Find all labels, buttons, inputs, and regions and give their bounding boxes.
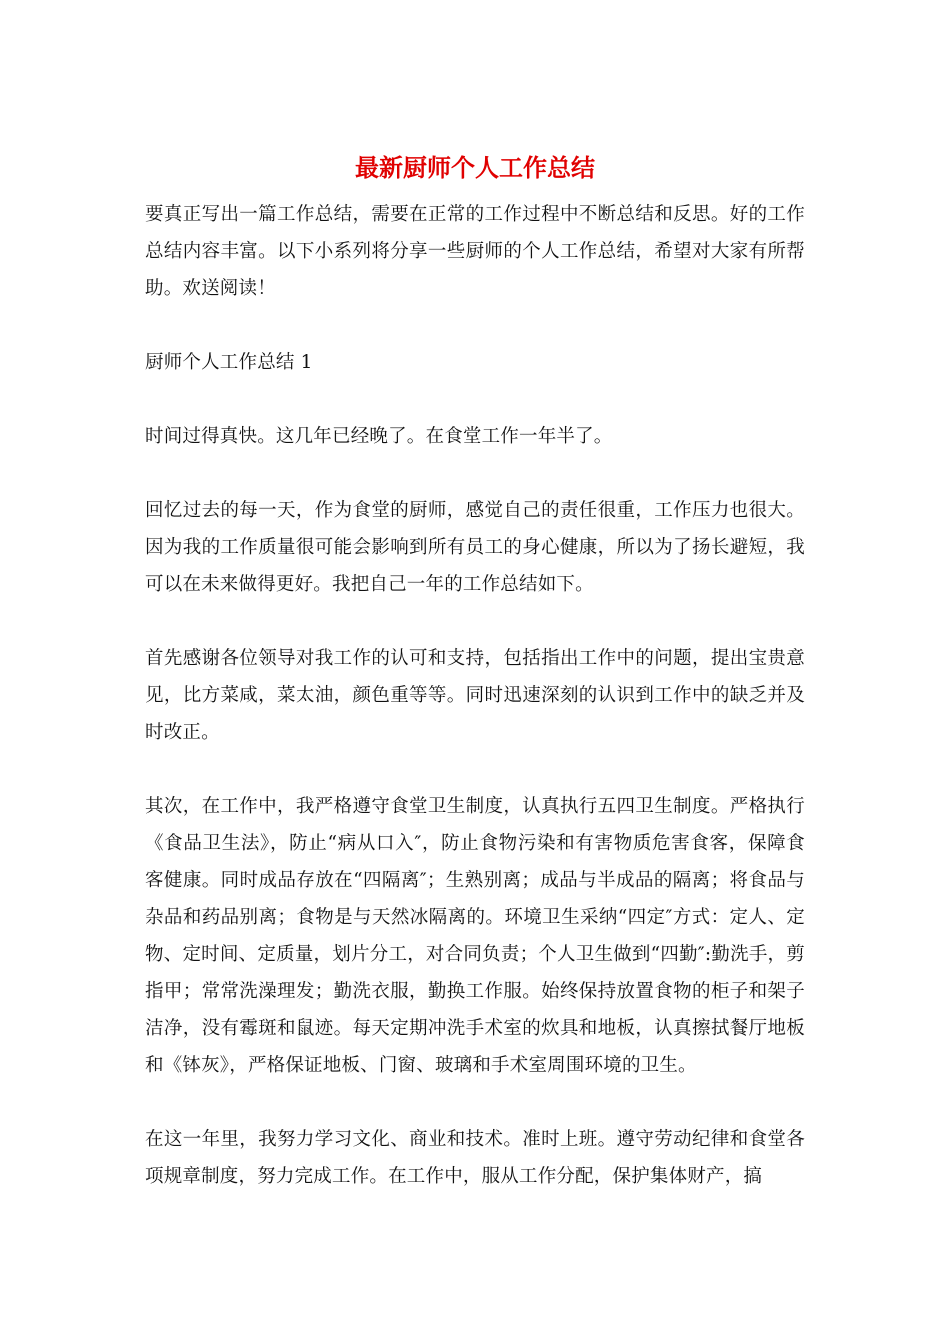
intro-paragraph: 要真正写出一篇工作总结，需要在正常的工作过程中不断总结和反思。好的工作总结内容丰富。以下小系列将分享一些厨师的个人工作总结，希望对大家有所帮助。欢送阅读！: [145, 204, 805, 299]
body-paragraph: 首先感谢各位领导对我工作的认可和支持，包括指出工作中的问题，提出宝贵意见，比方菜咸，菜太油，颜色重等等。同时迅速深刻的认识到工作中的缺乏并及时改正。: [145, 648, 805, 743]
body-paragraph: 其次，在工作中，我严格遵守食堂卫生制度，认真执行五四卫生制度。严格执行《食品卫生法》，防止“病从口入″，防止食物污染和有害物质危害食客，保障食客健康。同时成品存放在“四隔离″；生熟别离；成品与半成品的隔离；将食品与杂品和药品别离；食物是与天然冰隔离的。环境卫生采纳“四定″方式：定人、定物、定时间、定质量，划片分工，对合同负责；个人卫生做到“四勤″:勤洗手，剪指甲；常常洗澡理发；勤洗衣服，勤换工作服。始终保持放置食物的柜子和架子洁净，没有霉斑和鼠迹。每天定期冲洗手术室的炊具和地板，认真擦拭餐厅地板和《钵灰》，严格保证地板、门窗、玻璃和手术室周围环境的卫生。: [145, 796, 805, 1076]
body-paragraph: 在这一年里，我努力学习文化、商业和技术。准时上班。遵守劳动纪律和食堂各项规章制度，努力完成工作。在工作中，服从工作分配，保护集体财产，搞: [145, 1129, 805, 1187]
body-paragraph: 时间过得真快。这几年已经晚了。在食堂工作一年半了。: [145, 426, 613, 447]
section-heading: 厨师个人工作总结 1: [145, 352, 313, 373]
document-body: [145, 196, 805, 1232]
body-paragraph: 回忆过去的每一天，作为食堂的厨师，感觉自己的责任很重，工作压力也很大。因为我的工作质量很可能会影响到所有员工的身心健康，所以为了扬长避短，我可以在未来做得更好。我把自己一年的工作总结如下。: [145, 500, 805, 595]
document-title: 最新厨师个人工作总结: [355, 153, 595, 182]
